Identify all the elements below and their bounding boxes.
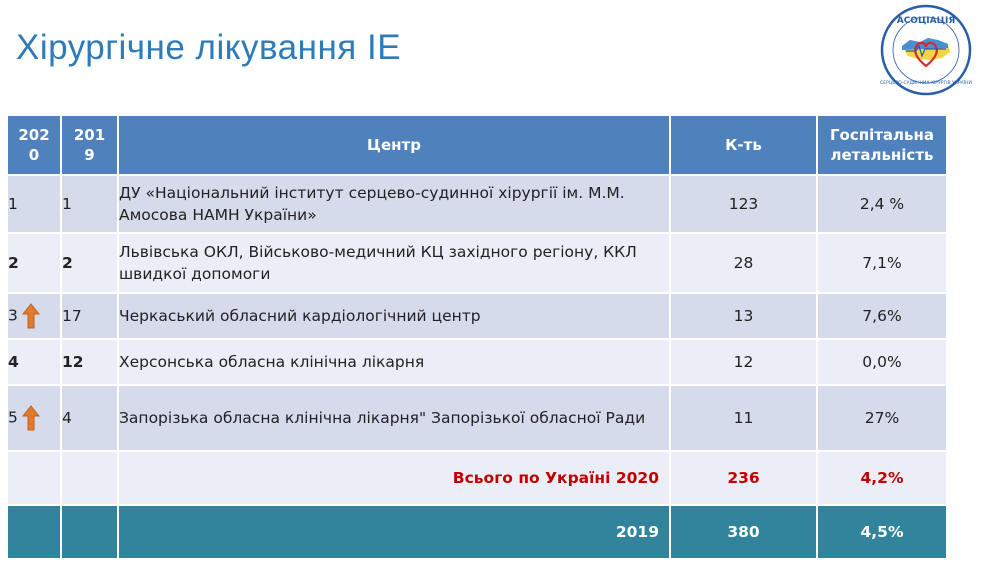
empty-cell	[7, 451, 61, 505]
header-center: Центр	[118, 115, 670, 175]
center-name: Херсонська обласна клінічна лікарня	[118, 339, 670, 385]
count-value: 28	[670, 233, 817, 293]
total-2020-label: Всього по Україні 2020	[118, 451, 670, 505]
rank-2019: 1	[61, 175, 118, 233]
association-logo	[880, 4, 972, 96]
table-header-row	[7, 115, 947, 175]
table-row	[7, 175, 947, 233]
empty-cell	[7, 505, 61, 559]
total-2019-mortality: 4,5%	[817, 505, 947, 559]
mortality-value: 7,6%	[817, 293, 947, 339]
total-2019-row	[7, 505, 947, 559]
table-row	[7, 293, 947, 339]
center-name: ДУ «Національний інститут серцево-судинної хірургії ім. М.М. Амосова НАМН України»	[118, 175, 670, 233]
count-value: 13	[670, 293, 817, 339]
header-2019: 2019	[61, 115, 118, 175]
total-2020-mortality: 4,2%	[817, 451, 947, 505]
center-name: Запорізька обласна клінічна лікарня" Запорізької обласної Ради	[118, 385, 670, 451]
table-row	[7, 233, 947, 293]
total-2019-label: 2019	[118, 505, 670, 559]
table-row	[7, 385, 947, 451]
mortality-value: 2,4 %	[817, 175, 947, 233]
rank-2020: 3	[8, 306, 18, 325]
arrow-up-icon	[22, 405, 40, 431]
page-title: Хірургічне лікування ІЕ	[16, 28, 402, 67]
header-count: К-ть	[670, 115, 817, 175]
rank-2020-cell	[7, 385, 61, 451]
header-2020: 2020	[7, 115, 61, 175]
table-row	[7, 339, 947, 385]
total-2020-row	[7, 451, 947, 505]
rank-2019: 17	[61, 293, 118, 339]
count-value: 123	[670, 175, 817, 233]
rank-2020: 2	[7, 233, 61, 293]
svg-text:АСОЦІАЦІЯ: АСОЦІАЦІЯ	[896, 16, 956, 26]
rank-2019: 12	[61, 339, 118, 385]
mortality-value: 27%	[817, 385, 947, 451]
empty-cell	[61, 505, 118, 559]
empty-cell	[61, 451, 118, 505]
arrow-up-icon	[22, 303, 40, 329]
center-name: Черкаський обласний кардіологічний центр	[118, 293, 670, 339]
mortality-value: 0,0%	[817, 339, 947, 385]
rank-2020: 4	[7, 339, 61, 385]
rank-2020-cell	[7, 293, 61, 339]
total-2020-count: 236	[670, 451, 817, 505]
rank-2020: 5	[8, 408, 18, 427]
svg-text:СЕРЦЕВО-СУДИННИХ ХІРУРГІВ УКРА: СЕРЦЕВО-СУДИННИХ ХІРУРГІВ УКРАЇНИ	[880, 81, 972, 86]
rank-2019: 4	[61, 385, 118, 451]
mortality-value: 7,1%	[817, 233, 947, 293]
count-value: 11	[670, 385, 817, 451]
center-name: Львівська ОКЛ, Військово-медичний КЦ західного регіону, ККЛ швидкої допомоги	[118, 233, 670, 293]
count-value: 12	[670, 339, 817, 385]
surgery-table	[6, 114, 948, 560]
total-2019-count: 380	[670, 505, 817, 559]
rank-2020: 1	[7, 175, 61, 233]
rank-2019: 2	[61, 233, 118, 293]
header-mortality: Госпітальна летальність	[817, 115, 947, 175]
